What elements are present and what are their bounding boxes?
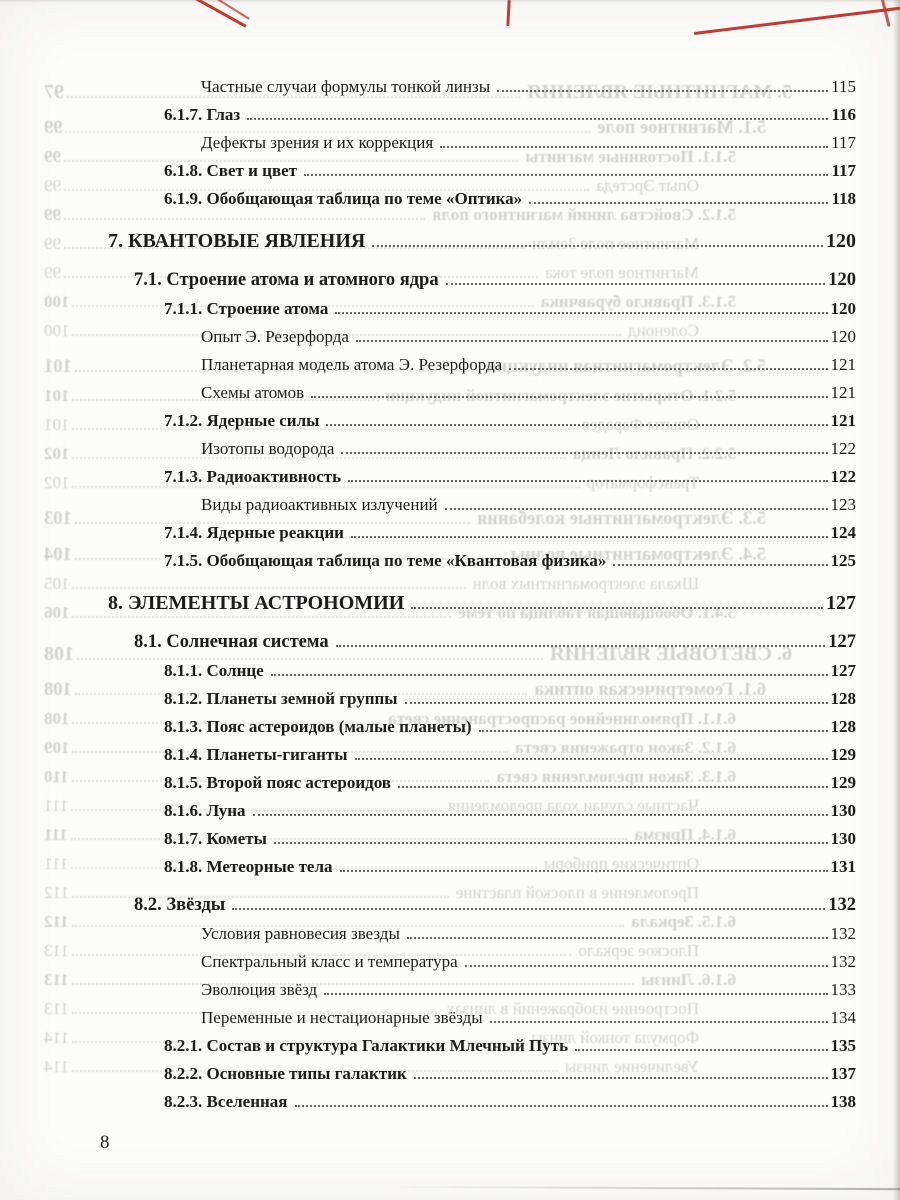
red-mark-top-center (506, 0, 510, 26)
ghost-line-label: 5.4. Электромагнитные волны (510, 545, 766, 565)
toc-entry-label: 8.1.3. Пояс астероидов (малые планеты) (164, 717, 472, 736)
toc-entry (0, 629, 900, 656)
toc-entry (0, 157, 900, 184)
ghost-line-label: Формула тонкой линзы (531, 1028, 699, 1047)
toc-entry-label: 8.2. Звёзды (134, 895, 226, 915)
toc-entry (0, 323, 900, 350)
dot-leader (253, 814, 828, 816)
ghost-line-label: 5.1.1. Постоянные магниты (525, 147, 736, 166)
red-mark-top-right-diagonal (694, 5, 900, 35)
toc-entry-label: Дефекты зрения и их коррекция (201, 133, 434, 152)
ghost-line-label: Шкала электромагнитных волн (472, 574, 699, 593)
toc-entry-label: 7.1.2. Ядерные силы (164, 411, 320, 430)
ghost-line-page: 113 (44, 941, 69, 960)
page-edge-right (893, 0, 900, 1200)
toc-entry-label: Изотопы водорода (201, 439, 335, 458)
dot-leader (509, 368, 827, 370)
toc-entry (0, 463, 900, 490)
ghost-line-page: 102 (44, 473, 70, 492)
ghost-line-page: 114 (44, 1028, 69, 1047)
dot-leader (407, 937, 828, 939)
toc-entry-page: 115 (831, 77, 856, 96)
ghost-line-page: 111 (44, 825, 68, 844)
ghost-line-page: 99 (44, 147, 61, 166)
ghost-line-page: 111 (44, 854, 69, 873)
ghost-line-page: 113 (44, 999, 69, 1018)
toc-entry-label: 7.1.1. Строение атома (164, 299, 329, 318)
toc-entry (0, 948, 900, 975)
ghost-line-label: Плоское зеркало (578, 941, 699, 960)
toc-entry-page: 137 (830, 1064, 856, 1083)
toc-entry-label: 8.1.7. Кометы (164, 829, 267, 848)
toc-entry-label: 8.2.2. Основные типы галактик (164, 1064, 407, 1083)
ghost-line-page: 99 (44, 205, 61, 224)
toc-entry (0, 1060, 900, 1087)
toc-entry-page: 131 (830, 857, 856, 876)
ghost-line-page: 100 (44, 321, 70, 340)
dot-leader (336, 645, 826, 647)
toc-entry-label: Виды радиоактивных излучений (201, 495, 438, 514)
ghost-line-page: 108 (44, 709, 70, 728)
dot-leader (613, 564, 827, 566)
toc-entry-page: 117 (831, 133, 856, 152)
ghost-line-label: Преломление в плоской пластине (455, 883, 699, 902)
dot-leader (274, 842, 828, 844)
ghost-line-page: 112 (44, 883, 69, 902)
toc-entry-label: Частные случаи формулы тонкой линзы (201, 77, 491, 96)
toc-entry-page: 121 (830, 411, 856, 430)
ghost-line-page: 102 (44, 444, 70, 463)
ghost-line-page: 110 (44, 767, 69, 786)
ghost-line-label: 5.2.2. Правило Ленца (572, 444, 736, 463)
page-number: 8 (100, 1132, 110, 1153)
toc-entry-page: 117 (831, 161, 856, 180)
ghost-line-label: Магнитное поле Земли (532, 234, 699, 253)
toc-entry (0, 976, 900, 1003)
toc-entry-page: 120 (826, 230, 856, 252)
dot-leader (497, 90, 828, 92)
toc-entry-page: 132 (828, 895, 856, 915)
toc-entry-label: 6.1.9. Обобщающая таблица по теме «Оптика» (164, 189, 523, 208)
toc-entry (0, 73, 900, 100)
dot-leader (465, 965, 828, 967)
toc-list (0, 72, 900, 1115)
dot-leader (335, 312, 827, 314)
dot-leader (414, 1077, 828, 1079)
dot-leader (295, 1105, 828, 1107)
ghost-line-label: 5.1.2. Свойства линий магнитного поля (432, 205, 736, 224)
dot-leader (232, 908, 825, 910)
toc-entry (0, 101, 900, 128)
ghost-line-page: 100 (44, 292, 70, 311)
toc-entry-label: Схемы атомов (201, 383, 305, 402)
dot-leader (372, 245, 823, 247)
ghost-line-label: Оптические приборы (544, 854, 699, 873)
toc-entry (0, 379, 900, 406)
ghost-line-page: 106 (44, 603, 70, 622)
toc-entry (0, 769, 900, 796)
ghost-line-page: 99 (44, 176, 61, 195)
toc-entry-page: 135 (830, 1036, 856, 1055)
toc-entry-label: 8.1.5. Второй пояс астероидов (164, 773, 391, 792)
toc-entry-page: 122 (830, 467, 856, 486)
ghost-line-page: 114 (44, 1057, 69, 1076)
toc-entry-page: 121 (830, 355, 856, 374)
toc-entry-page: 124 (830, 523, 856, 542)
toc-entry (0, 351, 900, 378)
dot-leader (271, 674, 828, 676)
toc-entry-page: 120 (828, 270, 856, 290)
dot-leader (575, 1049, 827, 1051)
toc-entry-label: 7.1.3. Радиоактивность (164, 467, 342, 486)
dot-leader (356, 340, 828, 342)
dot-leader (348, 480, 827, 482)
ghost-line-label: 6. СВЕТОВЫЕ ЯВЛЕНИЯ (550, 643, 792, 665)
ghost-line-page: 103 (44, 509, 72, 529)
toc-entry (0, 185, 900, 212)
toc-entry-label: 8.1.1. Солнце (164, 661, 264, 680)
dot-leader (351, 536, 828, 538)
ghost-line-page: 104 (44, 545, 72, 565)
toc-entry (0, 920, 900, 947)
toc-entry (0, 1032, 900, 1059)
ghost-line-label: Магнитное поле тока (545, 263, 699, 282)
toc-entry-label: Спектральный класс и температура (201, 952, 458, 971)
dot-leader (529, 202, 828, 204)
toc-entry (0, 853, 900, 880)
ghost-line-label: Трансформатор (586, 473, 699, 492)
dot-leader (355, 758, 828, 760)
ghost-line-page: 111 (44, 796, 69, 815)
toc-entry (0, 519, 900, 546)
ghost-line-label: 5.4.1. Обобщающая таблица по теме (458, 603, 736, 622)
dot-leader (411, 607, 823, 609)
ghost-line-label: 5.1.3. Правило буравчика (540, 292, 736, 311)
ghost-line-page: 105 (44, 574, 70, 593)
toc-entry-page: 128 (830, 717, 856, 736)
toc-entry-label: Эволюция звёзд (201, 980, 318, 999)
ghost-line-label: 5.1. Магнитное поле (597, 118, 766, 138)
toc-entry-label: 8.1.8. Метеорные тела (164, 857, 333, 876)
dot-leader (304, 174, 828, 176)
toc-entry (0, 435, 900, 462)
ghost-line-label: 5. МАГНИТНЫЕ ЯВЛЕНИЯ (527, 81, 792, 103)
ghost-line-page: 99 (44, 234, 61, 253)
ghost-line-label: 6.1. Геометрическая оптика (534, 680, 766, 700)
toc-entry-page: 122 (830, 439, 856, 458)
toc-entry-page: 134 (830, 1008, 856, 1027)
toc-entry-page: 127 (826, 592, 856, 614)
ghost-line-label: 6.1.6. Линзы (641, 970, 736, 989)
toc-entry-page: 121 (830, 383, 856, 402)
toc-entry (0, 590, 900, 617)
toc-entry (0, 825, 900, 852)
ghost-line-label: Частные случаи хода преломления (448, 796, 699, 815)
toc-entry-page: 120 (830, 327, 856, 346)
toc-entry-page: 132 (830, 924, 856, 943)
toc-entry-label: 7.1. Строение атома и атомного ядра (134, 270, 439, 290)
toc-entry-page: 116 (831, 105, 856, 124)
toc-entry-page: 138 (830, 1092, 856, 1111)
toc-entry-page: 120 (830, 299, 856, 318)
ghost-line-label: Опыты Фарадея (582, 415, 699, 434)
toc-entry (0, 407, 900, 434)
ghost-line-page: 99 (44, 118, 63, 138)
dot-leader (490, 1021, 828, 1023)
ghost-line-label: 6.1.2. Закон отражения света (515, 738, 736, 757)
dot-leader (324, 993, 827, 995)
toc-entry-label: 7. КВАНТОВЫЕ ЯВЛЕНИЯ (108, 230, 366, 252)
toc-entry (0, 741, 900, 768)
red-mark-top-right-corner (880, 0, 890, 27)
ghost-line-label: 6.1.5. Зеркала (631, 912, 736, 931)
toc-entry (0, 1004, 900, 1031)
dot-leader (247, 118, 828, 120)
ghost-line-label: 5.2. Электромагнитная индукция (486, 357, 766, 377)
toc-entry-page: 133 (830, 980, 856, 999)
toc-entry-label: 6.1.8. Свет и цвет (164, 161, 298, 180)
ghost-line-label: 5.2.1. Открытие электромагнитной индукции (385, 386, 736, 405)
toc-entry-label: 8.1. Солнечная система (134, 632, 329, 652)
ghost-line-label: 5.3. Электромагнитные колебания (477, 509, 766, 529)
toc-entry-label: 8.1.4. Планеты-гиганты (164, 745, 348, 764)
toc-entry (0, 713, 900, 740)
ghost-line-label: Построение изображений в линзах (446, 999, 699, 1018)
toc-entry-label: 8.1.6. Луна (164, 801, 246, 820)
ghost-line-page: 109 (44, 738, 70, 757)
toc-entry-label: Условия равновесия звезды (201, 924, 400, 943)
ghost-line-page: 108 (44, 643, 74, 665)
ghost-line-page: 101 (44, 415, 70, 434)
toc-entry (0, 295, 900, 322)
toc-entry-label: 7.1.5. Обобщающая таблица по теме «Квантовая физика» (164, 551, 607, 570)
ghost-line-page: 108 (44, 680, 72, 700)
dot-leader (341, 452, 827, 454)
dot-leader (479, 730, 828, 732)
toc-entry-page: 127 (828, 632, 856, 652)
toc-entry (0, 1088, 900, 1115)
toc-entry (0, 685, 900, 712)
toc-entry (0, 267, 900, 294)
dot-leader (445, 508, 828, 510)
toc-entry (0, 129, 900, 156)
toc-entry-page: 128 (830, 689, 856, 708)
dot-leader (405, 702, 828, 704)
toc-entry-label: Планетарная модель атома Э. Резерфорда (201, 355, 503, 374)
ghost-line-label: Опыт Эрстеда (596, 176, 699, 195)
toc-entry (0, 491, 900, 518)
toc-entry-page: 118 (831, 189, 856, 208)
toc-entry-label: Опыт Э. Резерфорда (201, 327, 349, 346)
toc-entry-page: 127 (830, 661, 856, 680)
dot-leader (340, 870, 828, 872)
toc-entry-label: 8. ЭЛЕМЕНТЫ АСТРОНОМИИ (108, 592, 405, 614)
toc-entry-page: 129 (830, 745, 856, 764)
toc-entry-page: 129 (830, 773, 856, 792)
toc-entry (0, 892, 900, 919)
page-edge-bottom (388, 1186, 900, 1190)
ghost-line-label: Соленоид (628, 321, 699, 340)
ghost-line-label: 6.1.3. Закон преломления света (496, 767, 736, 786)
ghost-line-page: 99 (44, 263, 61, 282)
toc-entry-label: 7.1.4. Ядерные реакции (164, 523, 344, 542)
ghost-line-label: 6.1.1. Прямолинейное распространение света (388, 709, 736, 728)
dot-leader (311, 396, 827, 398)
dot-leader (440, 146, 828, 148)
toc-entry-page: 125 (830, 551, 856, 570)
ghost-line-label: 6.1.4. Призма (634, 825, 736, 844)
ghost-line-page: 101 (44, 357, 72, 377)
toc-entry (0, 797, 900, 824)
ghost-line-page: 113 (44, 970, 69, 989)
ghost-line-page: 112 (44, 912, 69, 931)
toc-entry-page: 123 (830, 495, 856, 514)
toc-entry (0, 228, 900, 255)
ghost-line-page: 101 (44, 386, 70, 405)
dot-leader (398, 786, 828, 788)
toc-entry (0, 547, 900, 574)
toc-entry-label: 8.2.1. Состав и структура Галактики Млечный Путь (164, 1036, 569, 1055)
dot-leader (326, 424, 827, 426)
toc-entry (0, 657, 900, 684)
page-edge-top (0, 0, 900, 3)
toc-entry-page: 130 (830, 829, 856, 848)
ghost-line-label: Увеличение линзы (564, 1057, 699, 1076)
ghost-line-page: 97 (44, 81, 64, 103)
dot-leader (446, 283, 826, 285)
toc-entry-label: 8.2.3. Вселенная (164, 1092, 288, 1111)
toc-entry-label: Переменные и нестационарные звёзды (201, 1008, 483, 1027)
toc-entry-page: 132 (830, 952, 856, 971)
toc-entry-page: 130 (830, 801, 856, 820)
toc-entry-label: 6.1.7. Глаз (164, 105, 241, 124)
toc-entry-label: 8.1.2. Планеты земной группы (164, 689, 398, 708)
